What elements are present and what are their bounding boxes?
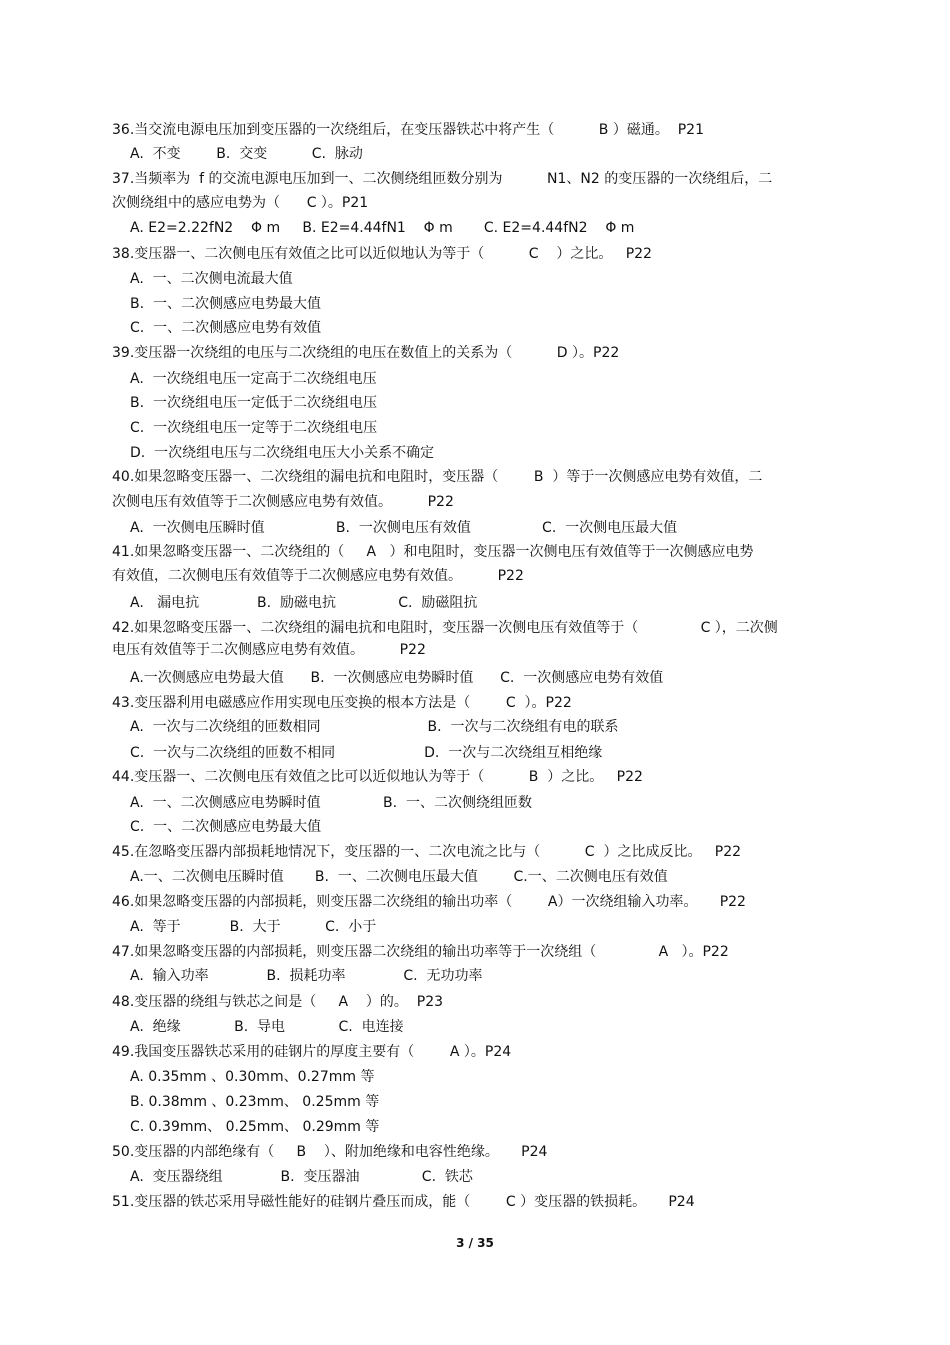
question-39: 39.变压器一次绕组的电压与二次绕组的电压在数值上的关系为（ D ）。P22 (112, 345, 620, 361)
question-49: 49.我国变压器铁芯采用的硅钢片的厚度主要有（ A ）。P24 (112, 1044, 512, 1060)
options-46: A. 等于 B. 大于 C. 小于 (130, 919, 377, 935)
option-39-a: A. 一次绕组电压一定高于二次绕组电压 (130, 371, 377, 387)
option-39-d: D. 一次绕组电压与二次绕组电压大小关系不确定 (130, 445, 435, 461)
option-39-c: C. 一次绕组电压一定等于二次绕组电压 (130, 420, 378, 436)
question-48: 48.变压器的绕组与铁芯之间是（ A ）的。 P23 (112, 994, 444, 1010)
option-39-b: B. 一次绕组电压一定低于二次绕组电压 (130, 395, 377, 411)
question-46: 46.如果忽略变压器的内部损耗，则变压器二次绕组的输出功率（ A）一次绕组输入功率。 P22 (112, 894, 746, 910)
options-48: A. 绝缘 B. 导电 C. 电连接 (130, 1019, 404, 1035)
question-37: 37.当频率为 f 的交流电源电压加到一、二次侧绕组匝数分别为 N1、N2 的变压器的一次绕组后，二 (112, 171, 773, 187)
options-43-cd: C. 一次与二次绕组的匝数不相同 D. 一次与二次绕组互相绝缘 (130, 745, 603, 761)
question-45: 45.在忽略变压器内部损耗地情况下，变压器的一、二次电流之比与（ C ）之比成反比。 P22 (112, 844, 742, 860)
options-44-ab: A. 一、二次侧感应电势瞬时值 B. 一、二次侧绕组匝数 (130, 795, 532, 811)
question-38: 38.变压器一、二次侧电压有效值之比可以近似地认为等于（ C ）之比。 P22 (112, 246, 652, 262)
option-38-b: B. 一、二次侧感应电势最大值 (130, 296, 321, 312)
options-36: A. 不变 B. 交变 C. 脉动 (130, 146, 363, 162)
question-42: 42.如果忽略变压器一、二次绕组的漏电抗和电阻时，变压器一次侧电压有效值等于（ C ），二次侧 (112, 620, 778, 636)
question-41-cont: 有效值，二次侧电压有效值等于二次侧感应电势有效值。 P22 (112, 568, 524, 584)
option-38-a: A. 一、二次侧电流最大值 (130, 271, 293, 287)
options-37: A. E2=2.22fN2 Φ m B. E2=4.44fN1 Φ m C. E2=4.44fN2 Φ m (130, 220, 635, 236)
options-42: A.一次侧感应电势最大值 B. 一次侧感应电势瞬时值 C. 一次侧感应电势有效值 (130, 670, 664, 686)
options-47: A. 输入功率 B. 损耗功率 C. 无功功率 (130, 968, 483, 984)
option-49-c: C. 0.39mm、 0.25mm、 0.29mm 等 (130, 1119, 380, 1135)
options-44-c: C. 一、二次侧感应电势最大值 (130, 819, 322, 835)
question-43: 43.变压器利用电磁感应作用实现电压变换的根本方法是（ C ）。P22 (112, 695, 572, 711)
page-number: 3 / 35 (456, 1236, 494, 1250)
options-45: A.一、二次侧电压瞬时值 B. 一、二次侧电压最大值 C.一、二次侧电压有效值 (130, 869, 668, 885)
question-41: 41.如果忽略变压器一、二次绕组的（ A ）和电阻时，变压器一次侧电压有效值等于一次侧感应电势 (112, 544, 754, 560)
question-40: 40.如果忽略变压器一、二次绕组的漏电抗和电阻时，变压器（ B ）等于一次侧感应电势有效值，二 (112, 469, 763, 485)
option-49-b: B. 0.38mm 、0.23mm、 0.25mm 等 (130, 1094, 380, 1110)
option-38-c: C. 一、二次侧感应电势有效值 (130, 320, 322, 336)
question-47: 47.如果忽略变压器的内部损耗，则变压器二次绕组的输出功率等于一次绕组（ A ）。P22 (112, 944, 729, 960)
question-44: 44.变压器一、二次侧电压有效值之比可以近似地认为等于（ B ）之比。 P22 (112, 769, 643, 785)
question-40-cont: 次侧电压有效值等于二次侧感应电势有效值。 P22 (112, 494, 454, 510)
question-36: 36.当交流电源电压加到变压器的一次绕组后，在变压器铁芯中将产生（ B ）磁通。 P21 (112, 122, 704, 138)
question-42-cont: 电压有效值等于二次侧感应电势有效值。 P22 (112, 642, 426, 658)
option-49-a: A. 0.35mm 、0.30mm、0.27mm 等 (130, 1069, 375, 1085)
question-50: 50.变压器的内部绝缘有（ B ）、附加绝缘和电容性绝缘。 P24 (112, 1144, 548, 1160)
options-50: A. 变压器绕组 B. 变压器油 C. 铁芯 (130, 1169, 473, 1185)
options-41: A. 漏电抗 B. 励磁电抗 C. 励磁阻抗 (130, 595, 478, 611)
options-43-ab: A. 一次与二次绕组的匝数相同 B. 一次与二次绕组有电的联系 (130, 719, 619, 735)
question-37-cont: 次侧绕组中的感应电势为（ C ）。P21 (112, 195, 369, 211)
options-40: A. 一次侧电压瞬时值 B. 一次侧电压有效值 C. 一次侧电压最大值 (130, 520, 678, 536)
question-51: 51.变压器的铁芯采用导磁性能好的硅钢片叠压而成，能（ C ）变压器的铁损耗。 P24 (112, 1194, 695, 1210)
